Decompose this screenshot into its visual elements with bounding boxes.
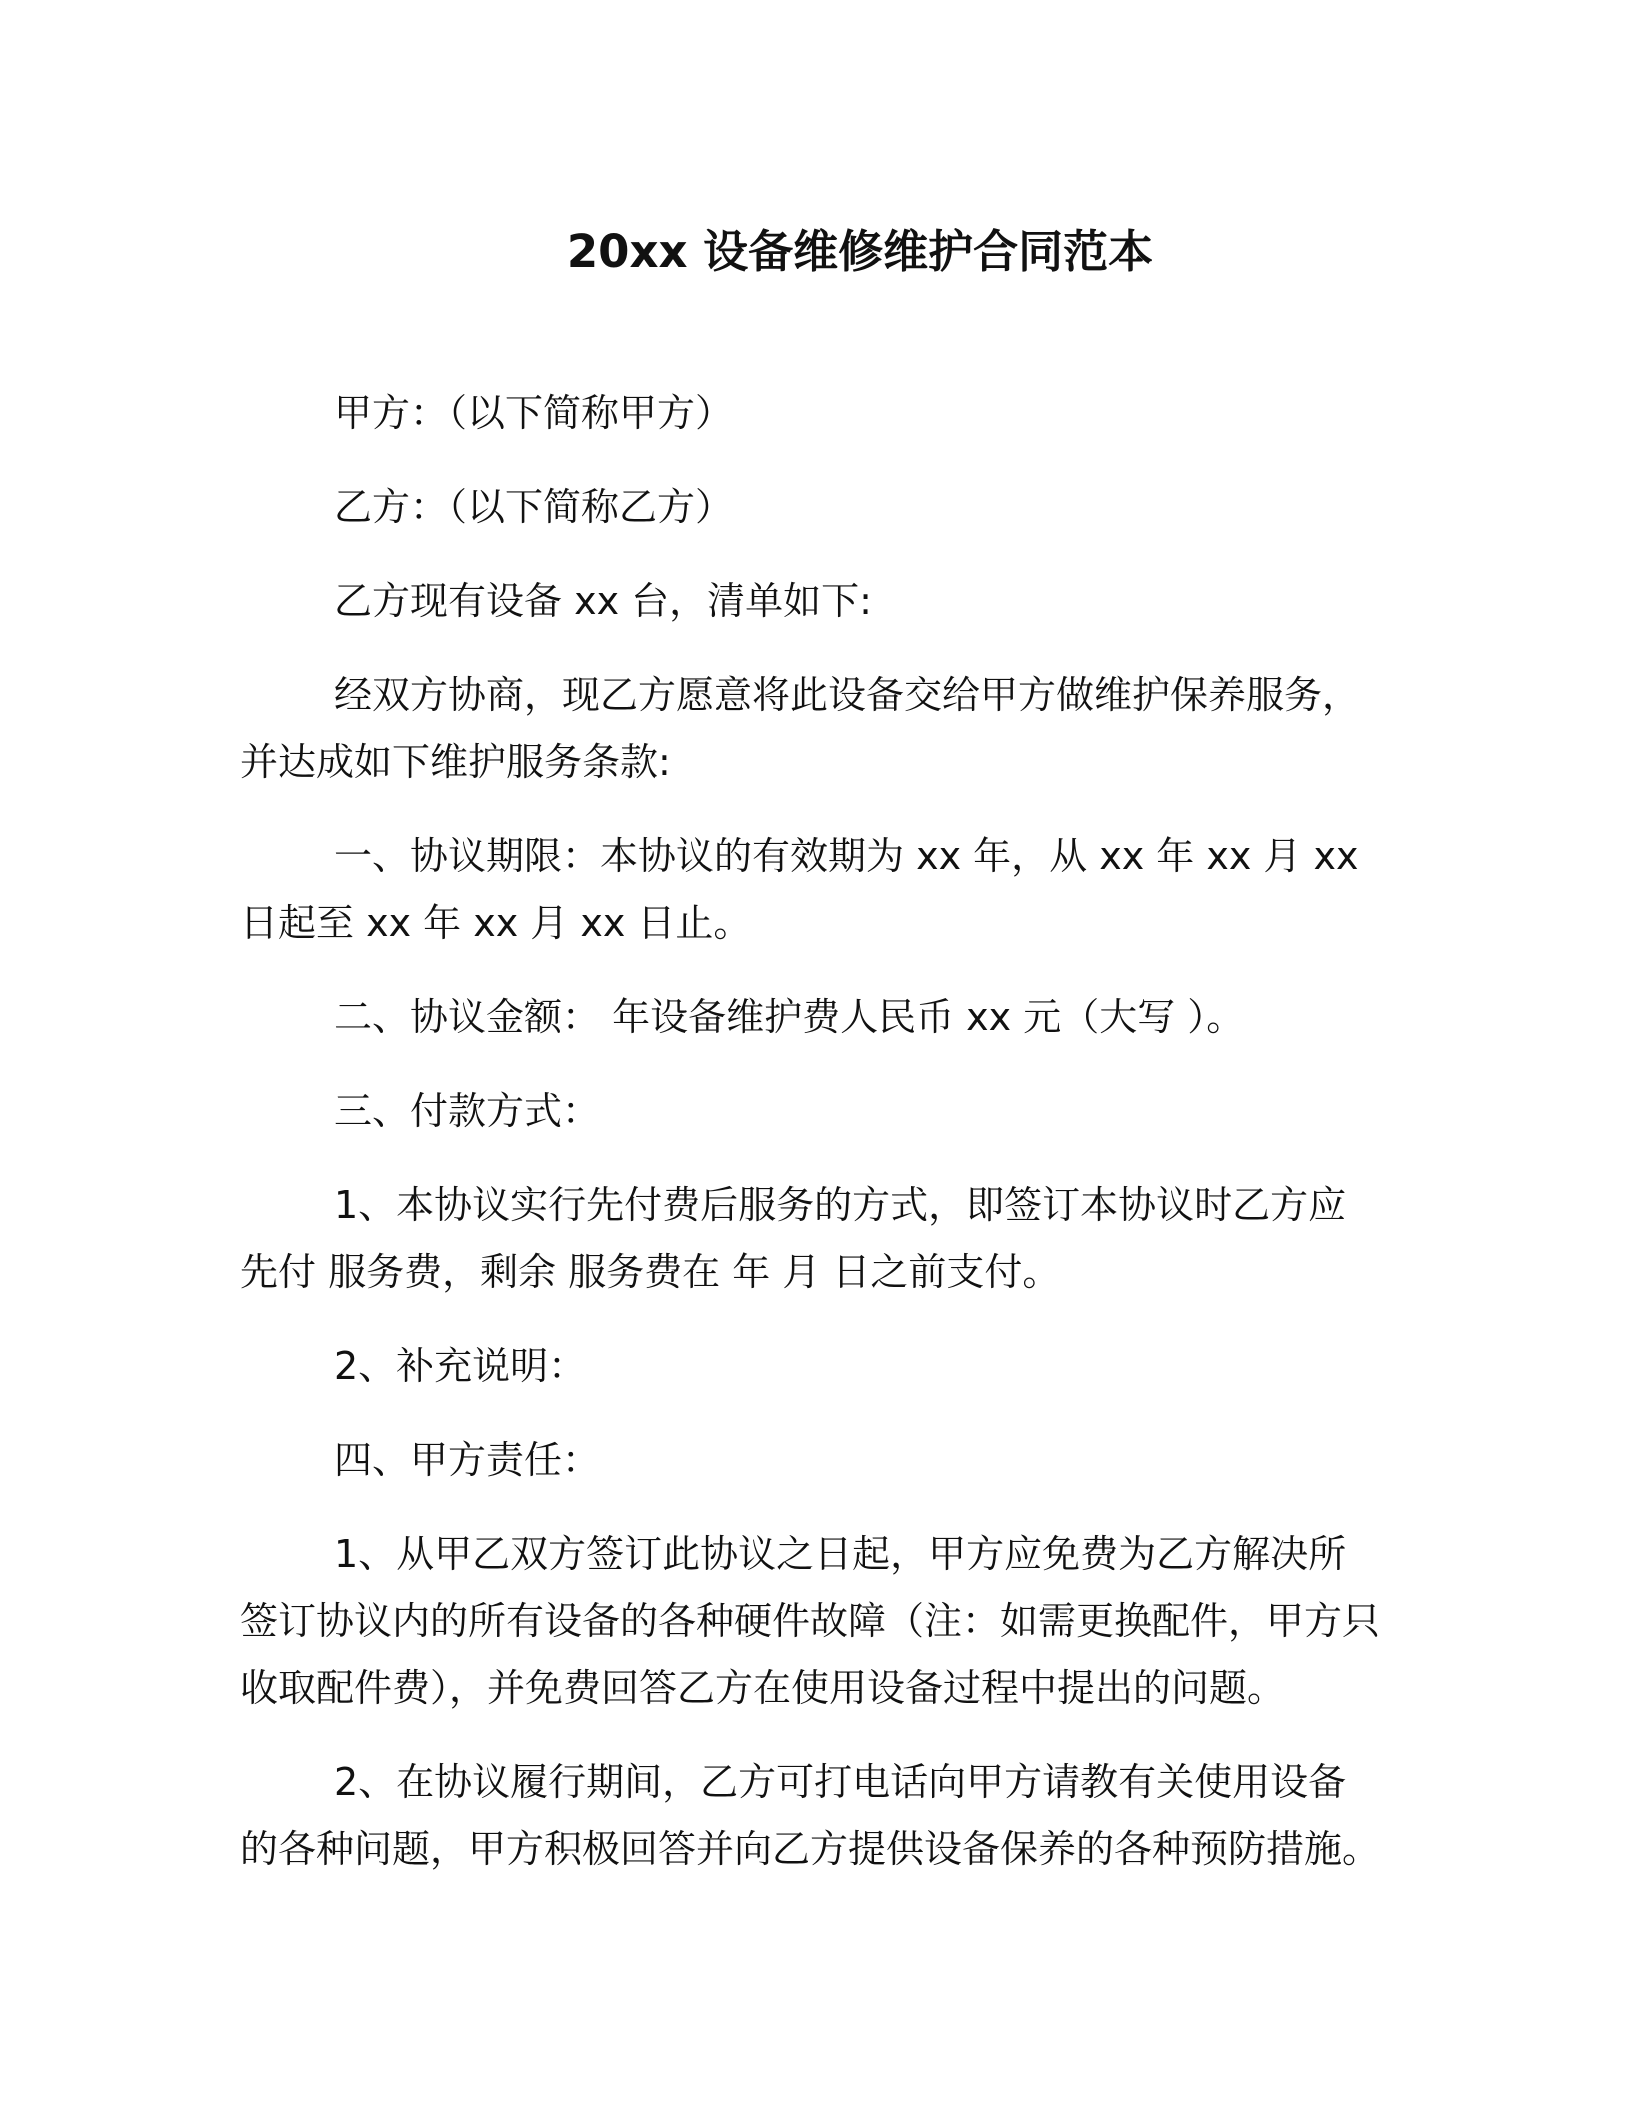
payment-item-1: 1、本协议实行先付费后服务的方式，即签订本协议时乙方应先付 服务费，剩余 服务费在 年 月 日之前支付。 [240,1183,1347,1294]
clause-payment-method-heading: 三、付款方式： [334,1089,601,1133]
equipment-count-line: 乙方现有设备 xx 台，清单如下: [334,579,872,623]
document-title: 20xx 设备维修维护合同范本 [566,225,1154,278]
party-a-line: 甲方：（以下简称甲方） [334,391,734,435]
negotiation-paragraph: 经双方协商，现乙方愿意将此设备交给甲方做维护保养服务，并达成如下维护服务条款: [240,673,1361,784]
party-a-duty-2: 2、在协议履行期间，乙方可打电话向甲方请教有关使用设备的各种问题，甲方积极回答并向乙方提供设备保养的各种预防措施。 [240,1760,1381,1871]
clause-agreement-term: 一、协议期限：本协议的有效期为 xx 年，从 xx 年 xx 月 xx 日起至 xx 年 xx 月 xx 日止。 [240,834,1359,945]
clause-agreement-amount: 二、协议金额： 年设备维护费人民币 xx 元（大写 ）。 [334,995,1245,1039]
clause-party-a-duties-heading: 四、甲方责任： [334,1438,601,1482]
payment-item-2: 2、补充说明： [334,1344,587,1388]
document-body [240,380,1380,1910]
party-a-duty-1: 1、从甲乙双方签订此协议之日起，甲方应免费为乙方解决所签订协议内的所有设备的各种硬件故障（注：如需更换配件，甲方只收取配件费），并免费回答乙方在使用设备过程中提出的问题。 [240,1532,1381,1710]
party-b-line: 乙方：（以下简称乙方） [334,485,734,529]
